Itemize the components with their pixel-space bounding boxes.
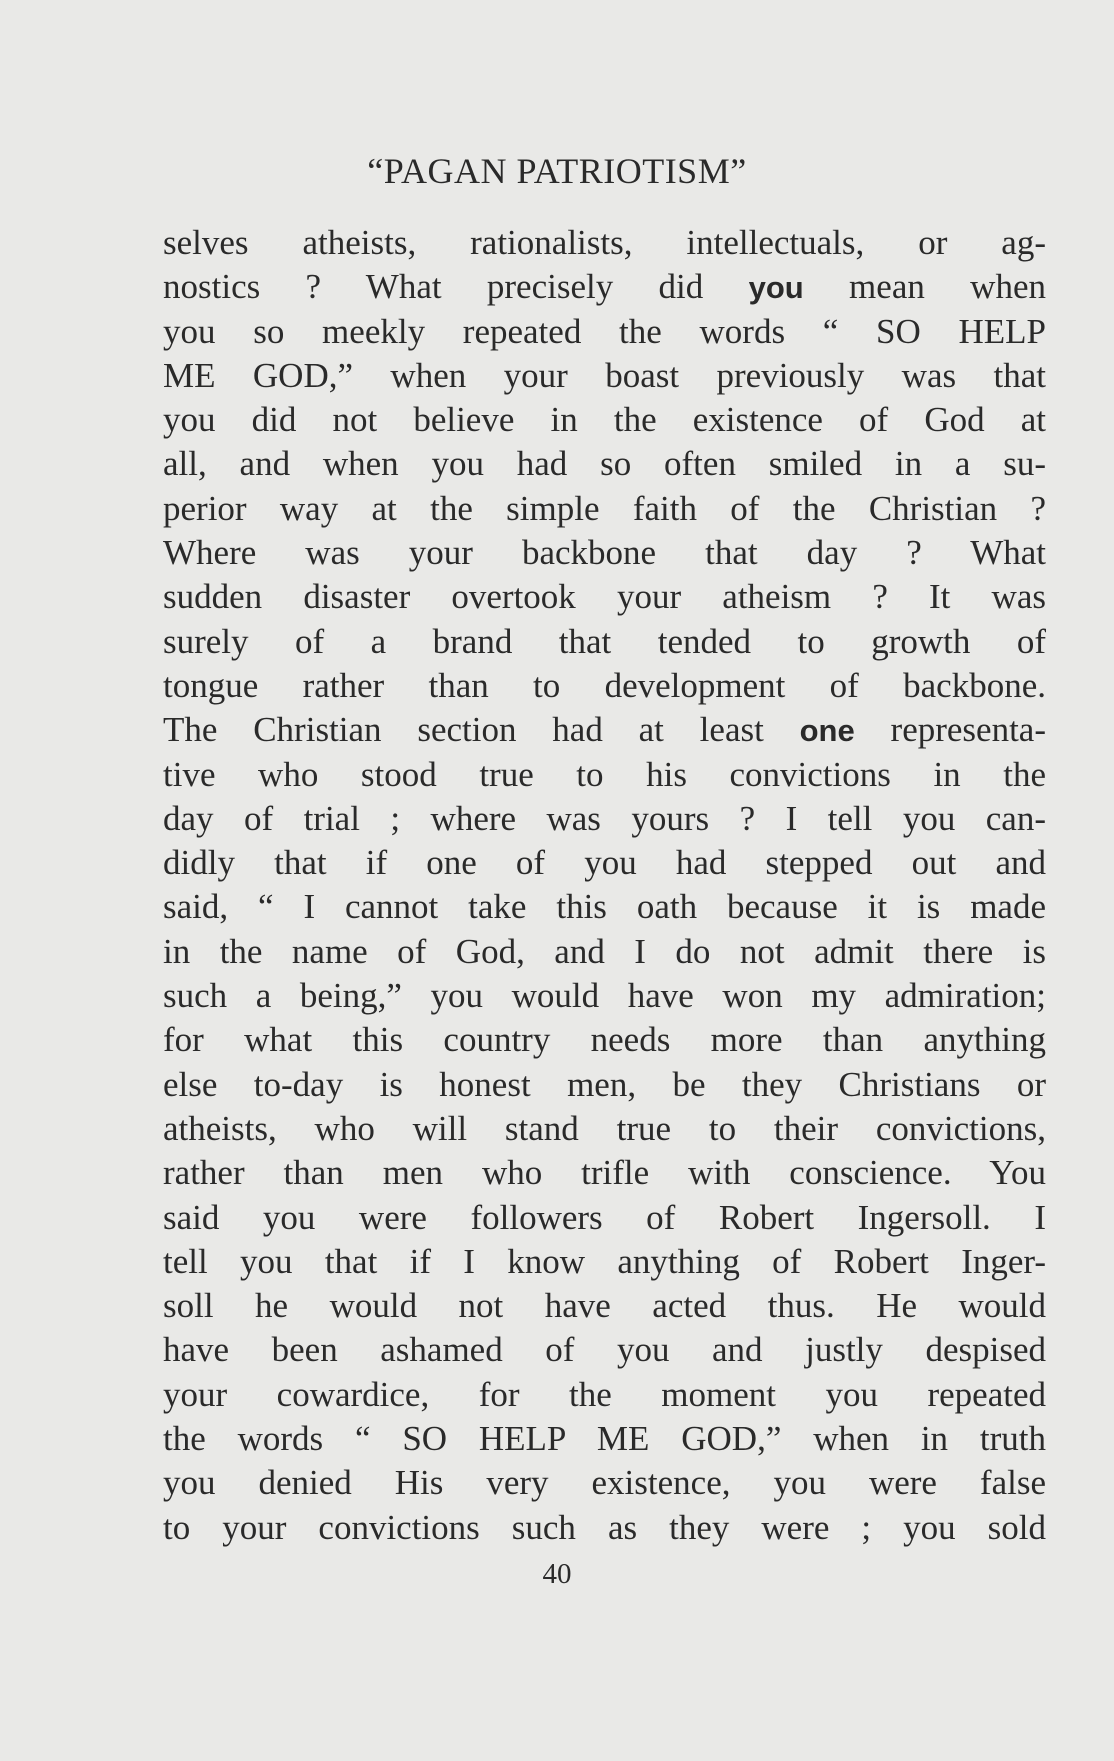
text-line: all, and when you had so often smiled in a su- [163,444,1046,484]
text-line: Where was your backbone that day ? What [163,533,1046,573]
text-line: tell you that if I know anything of Robert Inger- [163,1241,1046,1281]
text-line: for what this country needs more than anything [163,1020,1046,1060]
text-line: have been ashamed of you and justly despised [163,1330,1046,1370]
text-line: else to-day is honest men, be they Christians or [163,1064,1046,1104]
text-line: selves atheists, rationalists, intellectuals, or ag- [163,223,1046,262]
text-line: to your convictions such as they were ; you sold [163,1507,1046,1547]
text-line: atheists, who will stand true to their convictions, [163,1108,1046,1148]
text-line: the words “ SO HELP ME GOD,” when in truth [163,1419,1046,1459]
text-line: sudden disaster overtook your atheism ? It was [163,577,1046,617]
text-line: tive who stood true to his convictions in the [163,754,1046,794]
text-line [163,708,1046,752]
text-segment: mean when [803,267,1046,307]
text-line: said, “ I cannot take this oath because it is made [163,887,1046,927]
emphasized-word: you [748,270,804,306]
text-line: perior way at the simple faith of the Christian ? [163,488,1046,528]
text-line: such a being,” you would have won my admiration; [163,976,1046,1016]
text-line: rather than men who trifle with conscience. You [163,1153,1046,1193]
text-line [163,265,1046,309]
text-line: said you were followers of Robert Ingersoll. I [163,1197,1046,1237]
text-line: in the name of God, and I do not admit there is [163,931,1046,971]
emphasized-word: one [799,713,855,749]
text-line: tongue rather than to development of backbone. [163,665,1046,705]
running-head: “PAGAN PATRIOTISM” [367,151,747,191]
text-segment: representa- [854,710,1046,750]
text-line: ME GOD,” when your boast previously was that [163,355,1046,395]
text-line: you did not believe in the existence of God at [163,400,1046,440]
text-line: day of trial ; where was yours ? I tell you can- [163,798,1046,838]
text-line: surely of a brand that tended to growth of [163,621,1046,661]
page-number: 40 [542,1558,572,1590]
text-line: you so meekly repeated the words “ SO HELP [163,311,1046,351]
text-segment: The Christian section had at least [163,710,800,750]
text-segment: nostics ? What precisely did [163,267,749,307]
text-line: you denied His very existence, you were false [163,1463,1046,1503]
body-text [163,221,1046,1550]
text-line: didly that if one of you had stepped out and [163,843,1046,883]
text-line: your cowardice, for the moment you repeated [163,1374,1046,1414]
text-line: soll he would not have acted thus. He would [163,1286,1046,1326]
